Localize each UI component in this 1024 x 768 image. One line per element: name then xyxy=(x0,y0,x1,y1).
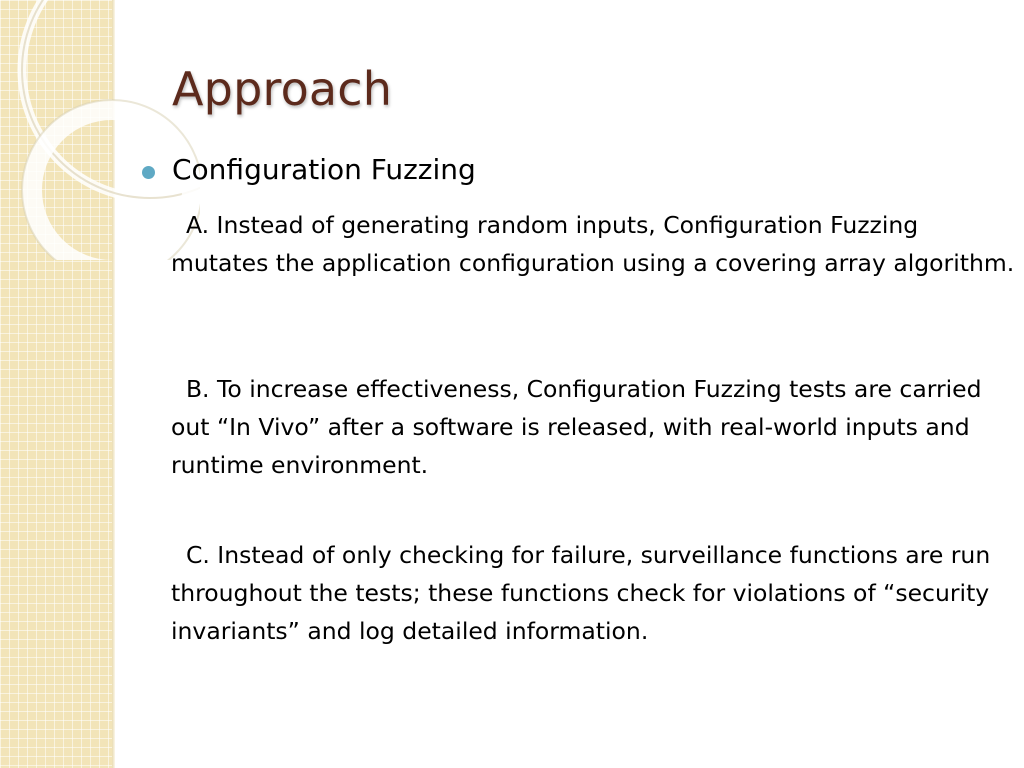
bullet-heading: Configuration Fuzzing xyxy=(172,153,476,186)
paragraph-a: A. Instead of generating random inputs, Configuration Fuzzing mutates the application configuration using a covering array algorithm. xyxy=(171,211,1015,277)
bullet-icon xyxy=(142,166,155,179)
paragraph-c: C. Instead of only checking for failure, surveillance functions are run throughout the tests; these functions check for violations of “security invariants” and log detailed information. xyxy=(171,541,991,645)
slide-title: Approach xyxy=(172,62,393,116)
decorative-rings xyxy=(0,0,200,260)
paragraph-b: B. To increase effectiveness, Configuration Fuzzing tests are carried out “In Vivo” after a software is released, with real-world inputs and runtime environment. xyxy=(171,375,982,479)
small-ring xyxy=(32,110,192,260)
